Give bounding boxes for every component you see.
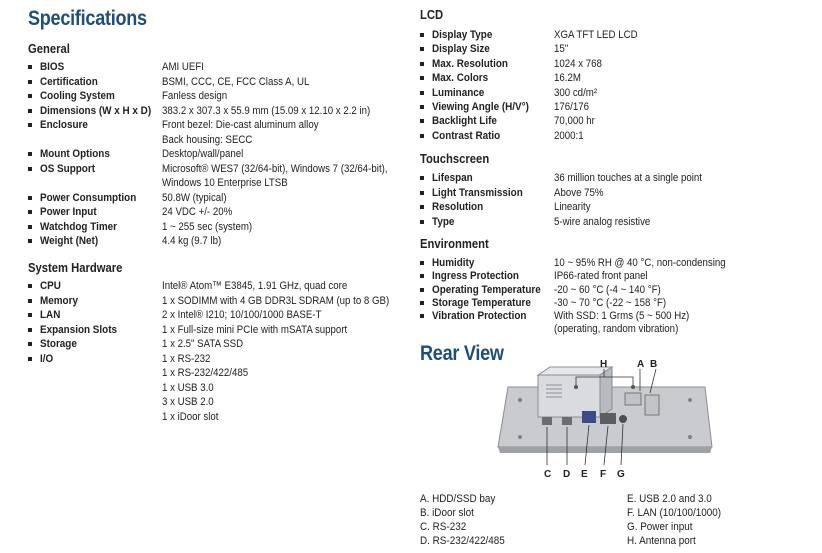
spec-row bbox=[420, 114, 810, 128]
environment-heading: Environment bbox=[420, 237, 489, 251]
callout-c: C bbox=[544, 469, 552, 480]
specifications-title: Specifications bbox=[28, 7, 147, 30]
spec-row bbox=[28, 294, 408, 309]
spec-value: 1 x RS-232 bbox=[162, 352, 211, 365]
spec-row bbox=[28, 60, 408, 75]
spec-row bbox=[28, 89, 408, 104]
spec-row bbox=[420, 57, 810, 71]
spec-row bbox=[420, 100, 810, 114]
spec-value: BSMI, CCC, CE, FCC Class A, UL bbox=[162, 75, 310, 88]
spec-row bbox=[28, 279, 408, 294]
antenna-port-left bbox=[574, 385, 578, 389]
spec-row bbox=[28, 104, 408, 119]
spec-row bbox=[28, 205, 408, 220]
spec-label: Ingress Protection bbox=[432, 270, 519, 283]
rs232-port bbox=[542, 417, 552, 425]
power-input bbox=[619, 415, 627, 423]
bullet-icon bbox=[28, 196, 32, 200]
bullet-icon bbox=[420, 76, 424, 80]
spec-value: 1 x RS-232/422/485 bbox=[162, 367, 249, 379]
spec-value: 1 x Full-size mini PCIe with mSATA support bbox=[162, 323, 348, 336]
spec-label: Light Transmission bbox=[432, 186, 523, 199]
spec-value: 176/176 bbox=[554, 101, 589, 113]
spec-label: CPU bbox=[40, 280, 61, 292]
rear-legend-left bbox=[420, 492, 514, 548]
spec-value: 70,000 hr bbox=[554, 115, 595, 128]
lan-ports bbox=[600, 413, 616, 424]
spec-value: 36 million touches at a single point bbox=[554, 172, 702, 184]
callout-e: E bbox=[581, 469, 588, 480]
spec-value: 24 VDC +/- 20% bbox=[162, 206, 233, 218]
antenna-port-right bbox=[631, 385, 635, 389]
spec-value: 1 x SODIMM with 4 GB DDR3L SDRAM (up to 8 GB) bbox=[162, 294, 390, 307]
bullet-icon bbox=[28, 313, 32, 317]
spec-label: Weight (Net) bbox=[40, 235, 99, 247]
bullet-icon bbox=[28, 65, 32, 69]
spec-label: Max. Resolution bbox=[432, 57, 508, 70]
spec-row bbox=[420, 186, 810, 201]
spec-label: Power Input bbox=[40, 206, 97, 218]
legend-item: D. RS-232/422/485 bbox=[420, 535, 505, 547]
bullet-icon bbox=[420, 288, 424, 292]
spec-row bbox=[420, 42, 810, 56]
spec-label: Expansion Slots bbox=[40, 323, 118, 336]
spec-row bbox=[420, 269, 810, 282]
rear-legend-right bbox=[627, 492, 732, 548]
spec-value: Fanless design bbox=[162, 90, 228, 102]
spec-label: Storage Temperature bbox=[432, 296, 531, 309]
spec-label: LAN bbox=[40, 309, 61, 321]
spec-label: Watchdog Timer bbox=[40, 220, 118, 233]
bullet-icon bbox=[420, 220, 424, 224]
spec-row bbox=[28, 191, 408, 206]
spec-value: 3 x USB 2.0 bbox=[162, 396, 214, 408]
bullet-icon bbox=[420, 91, 424, 95]
hdd-bay bbox=[625, 393, 641, 405]
bullet-icon bbox=[420, 205, 424, 209]
bullet-icon bbox=[420, 119, 424, 123]
spec-row bbox=[420, 71, 810, 85]
system-hardware-heading: System Hardware bbox=[28, 261, 123, 275]
spec-row bbox=[28, 75, 408, 90]
spec-value: With SSD: 1 Grms (5 ~ 500 Hz) bbox=[554, 310, 690, 323]
spec-label: Resolution bbox=[432, 201, 484, 213]
spec-value: 15" bbox=[554, 43, 569, 56]
bullet-icon bbox=[28, 225, 32, 229]
spec-label: Memory bbox=[40, 294, 78, 307]
spec-value: 10 ~ 95% RH @ 40 °C, non-condensing bbox=[554, 257, 726, 269]
spec-row bbox=[420, 215, 810, 230]
usb-ports bbox=[582, 411, 596, 423]
housing-box bbox=[538, 375, 600, 417]
spec-label: Backlight Life bbox=[432, 115, 497, 128]
spec-label: Dimensions (W x H x D) bbox=[40, 104, 152, 117]
touchscreen-heading: Touchscreen bbox=[420, 152, 490, 166]
spec-value: Front bezel: Die-cast aluminum alloy bbox=[162, 119, 319, 131]
spec-row bbox=[28, 323, 408, 338]
bullet-icon bbox=[28, 284, 32, 288]
spec-row bbox=[28, 147, 408, 162]
spec-row bbox=[28, 220, 408, 235]
bullet-icon bbox=[420, 134, 424, 138]
spec-value: XGA TFT LED LCD bbox=[554, 29, 638, 41]
lcd-heading: LCD bbox=[420, 8, 444, 22]
bullet-icon bbox=[420, 47, 424, 51]
legend-item: H. Antenna port bbox=[627, 535, 696, 547]
spec-value: Desktop/wall/panel bbox=[162, 148, 244, 160]
spec-value: 1 x iDoor slot bbox=[162, 410, 219, 423]
spec-label: Vibration Protection bbox=[432, 310, 527, 323]
spec-row bbox=[420, 86, 810, 100]
spec-row bbox=[420, 28, 810, 42]
legend-item: E. USB 2.0 and 3.0 bbox=[627, 493, 712, 505]
callout-a: A bbox=[637, 359, 645, 370]
bullet-icon bbox=[28, 94, 32, 98]
spec-label: BIOS bbox=[40, 61, 65, 73]
spec-row bbox=[420, 200, 810, 215]
spec-label: Power Consumption bbox=[40, 191, 137, 204]
spec-row bbox=[28, 352, 408, 425]
bullet-icon bbox=[28, 152, 32, 156]
spec-row bbox=[420, 296, 810, 309]
rear-view-title: Rear View bbox=[420, 342, 504, 365]
spec-label: Display Size bbox=[432, 43, 490, 56]
bullet-icon bbox=[420, 314, 424, 318]
spec-label: Lifespan bbox=[432, 172, 473, 184]
spec-value: 383.2 x 307.3 x 55.9 mm (15.09 x 12.10 x 2.2 in) bbox=[162, 104, 371, 117]
spec-value: Back housing: SECC bbox=[162, 133, 253, 146]
idoor-slot bbox=[645, 395, 659, 415]
spec-value: Above 75% bbox=[554, 186, 604, 199]
spec-value: 2000:1 bbox=[554, 129, 584, 142]
spec-value: 2 x Intel® I210; 10/100/1000 BASE-T bbox=[162, 309, 322, 321]
callout-f: F bbox=[600, 469, 607, 480]
spec-value: (operating, random vibration) bbox=[554, 323, 679, 336]
spec-label: Operating Temperature bbox=[432, 283, 541, 296]
bullet-icon bbox=[28, 109, 32, 113]
bullet-icon bbox=[28, 357, 32, 361]
bullet-icon bbox=[420, 274, 424, 278]
legend-item: A. HDD/SSD bay bbox=[420, 493, 496, 505]
bullet-icon bbox=[420, 105, 424, 109]
spec-label: OS Support bbox=[40, 162, 95, 175]
spec-value: 1024 x 768 bbox=[554, 57, 602, 70]
callout-d: D bbox=[563, 469, 571, 480]
spec-row bbox=[420, 171, 810, 186]
spec-row bbox=[420, 283, 810, 296]
spec-row bbox=[28, 162, 408, 191]
legend-item: B. iDoor slot bbox=[420, 507, 474, 519]
spec-row bbox=[28, 234, 408, 249]
spec-label: Max. Colors bbox=[432, 72, 489, 85]
spec-label: I/O bbox=[40, 352, 54, 365]
spec-value: 1 x USB 3.0 bbox=[162, 381, 214, 394]
spec-value: 5-wire analog resistive bbox=[554, 215, 651, 228]
spec-value: Linearity bbox=[554, 201, 591, 213]
bullet-icon bbox=[28, 123, 32, 127]
spec-label: Display Type bbox=[432, 29, 493, 41]
legend-item: F. LAN (10/100/1000) bbox=[627, 507, 722, 519]
bullet-icon bbox=[28, 210, 32, 214]
spec-row bbox=[420, 129, 810, 143]
spec-label: Humidity bbox=[432, 257, 475, 269]
bullet-icon bbox=[420, 301, 424, 305]
bullet-icon bbox=[420, 261, 424, 265]
spec-label: Cooling System bbox=[40, 90, 115, 102]
bullet-icon bbox=[28, 80, 32, 84]
spec-row bbox=[420, 256, 810, 269]
spec-label: Certification bbox=[40, 75, 98, 88]
spec-label: Enclosure bbox=[40, 119, 88, 131]
bullet-icon bbox=[420, 62, 424, 66]
spec-row bbox=[28, 118, 408, 147]
spec-label: Luminance bbox=[432, 86, 485, 99]
bullet-icon bbox=[420, 176, 424, 180]
spec-label: Mount Options bbox=[40, 148, 110, 160]
spec-label: Storage bbox=[40, 338, 77, 350]
spec-label: Viewing Angle (H/V°) bbox=[432, 101, 529, 113]
general-heading: General bbox=[28, 42, 70, 56]
spec-value: Intel® Atom™ E3845, 1.91 GHz, quad core bbox=[162, 280, 348, 292]
spec-value: IP66-rated front panel bbox=[554, 270, 648, 283]
spec-value: Windows 10 Enterprise LTSB bbox=[162, 177, 288, 189]
spec-row bbox=[28, 337, 408, 352]
bullet-icon bbox=[28, 328, 32, 332]
spec-value: 50.8W (typical) bbox=[162, 191, 227, 204]
rear-view-image bbox=[490, 355, 730, 480]
callout-h: H bbox=[600, 359, 608, 370]
spec-row bbox=[28, 308, 408, 323]
callout-b: B bbox=[650, 359, 658, 370]
spec-row bbox=[420, 309, 810, 336]
spec-value: 1 x 2.5" SATA SSD bbox=[162, 338, 244, 350]
spec-value: 1 ~ 255 sec (system) bbox=[162, 220, 253, 233]
spec-value: Microsoft® WES7 (32/64-bit), Windows 7 (32/64-bit), bbox=[162, 162, 388, 175]
spec-value: AMI UEFI bbox=[162, 61, 204, 73]
spec-label: Contrast Ratio bbox=[432, 129, 501, 142]
spec-value: 4.4 kg (9.7 lb) bbox=[162, 235, 222, 247]
spec-value: -30 ~ 70 °C (-22 ~ 158 °F) bbox=[554, 296, 667, 309]
legend-item: C. RS-232 bbox=[420, 521, 467, 533]
bullet-icon bbox=[28, 167, 32, 171]
rs485-port bbox=[562, 417, 572, 425]
spec-label: Type bbox=[432, 215, 455, 228]
bullet-icon bbox=[420, 191, 424, 195]
bullet-icon bbox=[28, 239, 32, 243]
spec-value: 300 cd/m² bbox=[554, 86, 598, 99]
bullet-icon bbox=[28, 342, 32, 346]
legend-item: G. Power input bbox=[627, 521, 693, 533]
bullet-icon bbox=[420, 33, 424, 37]
bullet-icon bbox=[28, 299, 32, 303]
spec-value: 16.2M bbox=[554, 72, 581, 85]
callout-g: G bbox=[617, 469, 625, 480]
spec-value: -20 ~ 60 °C (-4 ~ 140 °F) bbox=[554, 283, 661, 296]
